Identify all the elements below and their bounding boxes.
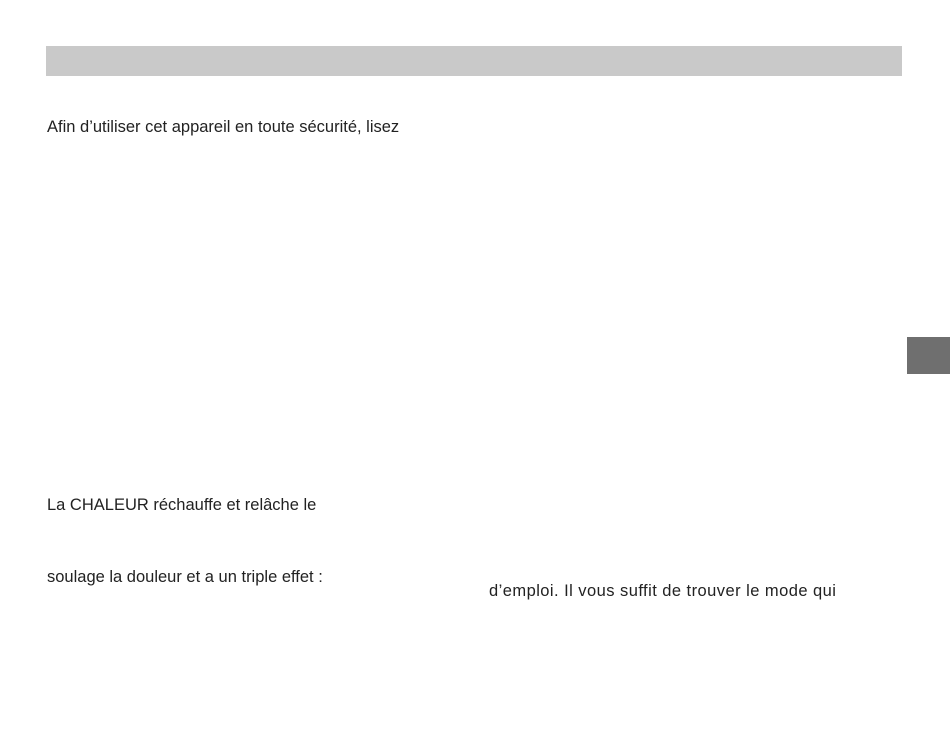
side-tab-marker	[907, 337, 950, 374]
text-line-instructions: d’emploi. Il vous suffit de trouver le mode qui	[489, 582, 837, 600]
text-line-safety: Afin d’utiliser cet appareil en toute sécurité, lisez	[47, 118, 400, 136]
text-line-heat: La CHALEUR réchauffe et relâche le	[47, 496, 317, 514]
section-header-bar	[46, 46, 902, 76]
text-line-relief: soulage la douleur et a un triple effet :	[47, 568, 323, 586]
